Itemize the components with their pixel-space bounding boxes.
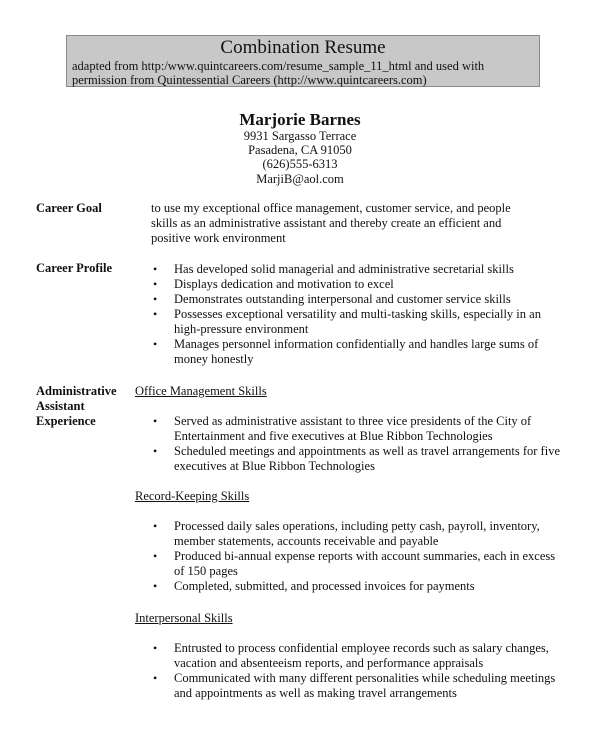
source-note: [72, 59, 536, 87]
bullet-icon: •: [153, 444, 158, 458]
bullet-icon: •: [153, 671, 158, 685]
list-item: • Scheduled meetings and appointments as well as travel arrangements for five executives at Blue Ribbon Technologies: [153, 444, 560, 473]
career-goal-line: positive work environment: [151, 231, 286, 245]
career-goal-line: to use my exceptional office management, customer service, and people: [151, 201, 511, 215]
applicant-name: Marjorie Barnes: [239, 110, 361, 129]
bullet-icon: •: [153, 307, 158, 321]
interpersonal-heading: Interpersonal Skills: [135, 611, 233, 625]
list-item: • Manages personnel information confidentially and handles large sums of money honestly: [153, 337, 539, 366]
list-item: • Possesses exceptional versatility and multi-tasking skills, especially in an high-pressure environment: [153, 307, 541, 336]
bullet-icon: •: [153, 414, 158, 428]
phone-number: (626)555-6313: [262, 157, 338, 171]
source-note-line: adapted from http:/www.quintcareers.com/resume_sample_11_html and used with: [72, 59, 485, 73]
experience-label: Administrative Assistant Experience: [36, 384, 117, 428]
bullet-icon: •: [153, 641, 158, 655]
bullet-icon: •: [153, 337, 158, 351]
career-goal-label: Career Goal: [36, 201, 102, 215]
source-note-line: permission from Quintessential Careers (http://www.quintcareers.com): [72, 73, 427, 87]
bullet-icon: •: [153, 519, 158, 533]
document-title: Combination Resume: [220, 37, 386, 58]
list-item: • Demonstrates outstanding interpersonal and customer service skills: [153, 292, 511, 306]
email-address: MarjiB@aol.com: [256, 172, 344, 186]
bullet-icon: •: [153, 579, 158, 593]
list-item: • Served as administrative assistant to three vice presidents of the City of Entertainment and five executives at Blue Ribbon Technologies: [153, 414, 532, 443]
career-goal-line: skills as an administrative assistant and thereby create an efficient and: [151, 216, 502, 230]
bullet-icon: •: [153, 277, 158, 291]
office-management-heading: Office Management Skills: [135, 384, 267, 398]
street-address: 9931 Sargasso Terrace: [243, 129, 357, 143]
office-management-list: [151, 414, 561, 474]
list-item: • Produced bi-annual expense reports with account summaries, each in excess of 150 pages: [153, 549, 556, 578]
career-profile-label: Career Profile: [36, 261, 113, 275]
record-keeping-heading: Record-Keeping Skills: [135, 489, 250, 503]
list-item: • Displays dedication and motivation to excel: [153, 277, 394, 291]
bullet-icon: •: [153, 292, 158, 306]
title-banner: [66, 35, 540, 87]
list-item: • Has developed solid managerial and administrative secretarial skills: [153, 262, 514, 276]
record-keeping-list: [151, 519, 561, 594]
list-item: • Completed, submitted, and processed invoices for payments: [153, 579, 475, 593]
bullet-icon: •: [153, 262, 158, 276]
bullet-icon: •: [153, 549, 158, 563]
list-item: • Processed daily sales operations, including petty cash, payroll, inventory, member statements, accounts receivable and payable: [153, 519, 540, 548]
city-address: Pasadena, CA 91050: [248, 143, 352, 157]
list-item: • Entrusted to process confidential employee records such as salary changes, vacation and absenteeism reports, and performance appraisals: [153, 641, 549, 670]
interpersonal-list: [151, 641, 561, 701]
career-goal-text: [151, 201, 556, 246]
career-profile-list: [151, 262, 561, 367]
list-item: • Communicated with many different personalities while scheduling meetings and appointments as well as making travel arrangements: [153, 671, 556, 700]
